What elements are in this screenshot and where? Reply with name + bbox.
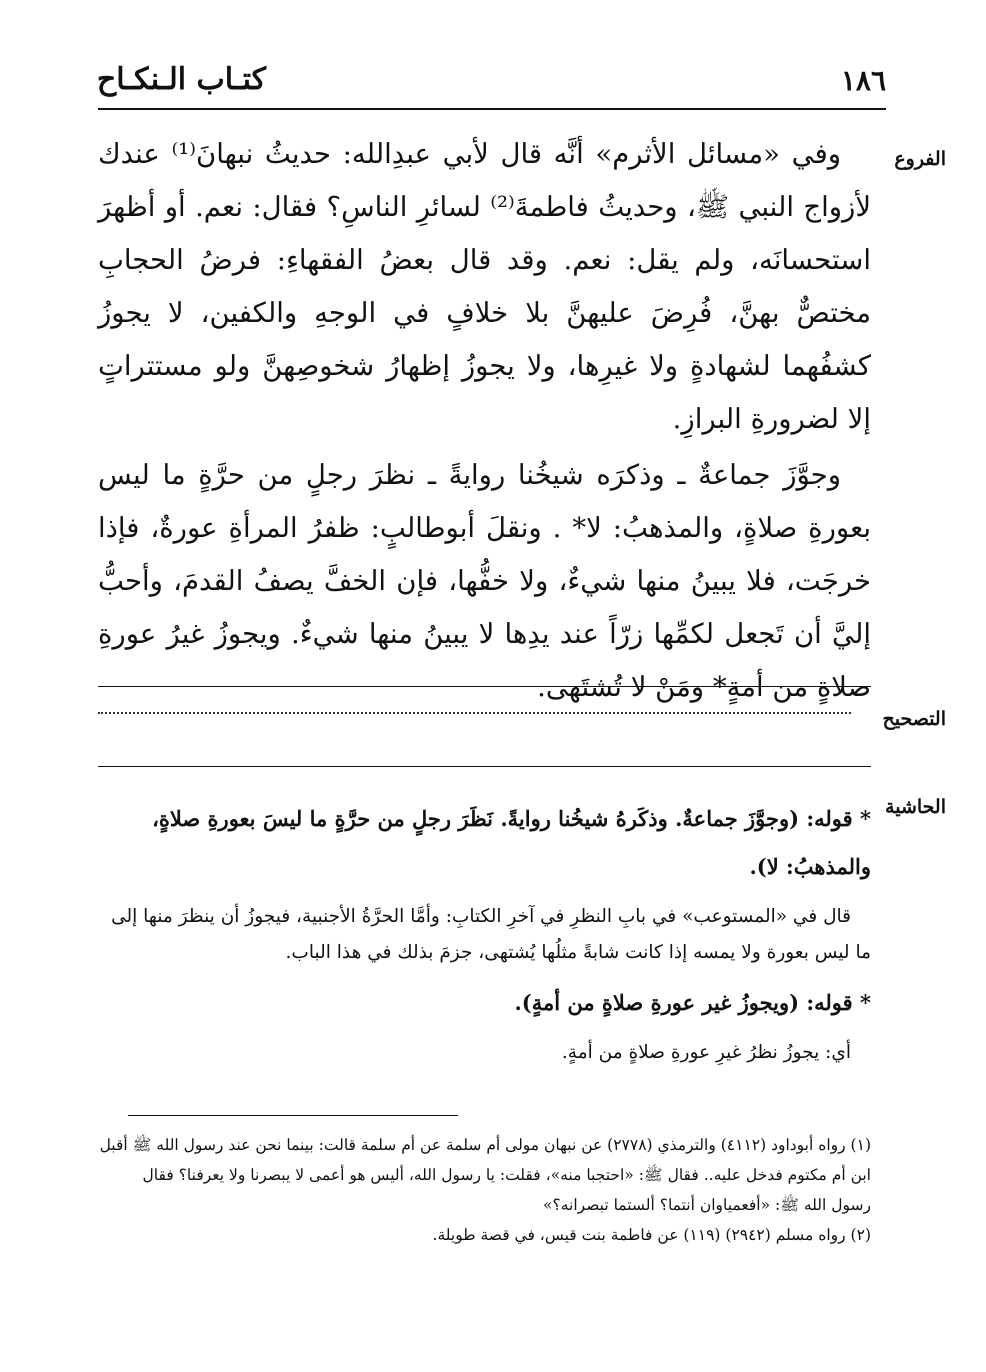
footnote: (١) رواه أبوداود (٤١١٢) والترمذي (٢٧٧٨) عن نبهان مولى أم سلمة عن أم سلمة قالت: بينما نحن عند رسول الله ﷺ أقبل ابن أم مكتوم فدخل عليه.. فقال ﷺ: «احتجبا منه»، فقلت: يا رسول الله، أليس هو أعمى لا يبصرنا ولا يعرفنا؟ فقال رسول الله ﷺ: «أفعمياوان أنتما؟ ألستما تبصرانه؟»	[99, 1136, 871, 1214]
section-rule	[98, 766, 871, 767]
main-paragraph: وجوَّزَ جماعةٌ ـ وذكرَه شيخُنا روايةً ـ نظرَ رجلٍ من حرَّةٍ ما ليس بعورةِ صلاةٍ، والمذهبُ: لا* . ونقلَ أبوطالبٍ: ظفرُ المرأةِ عورةٌ، فإذا خرجَت، فلا يبينُ منها شيءٌ، ولا خفُّها، فإن الخفَّ يصفُ القدمَ، وأحبُّ إليَّ أن تَجعل لكمِّها زرّاً عند يدِها لا يبينُ منها شيءٌ. ويجوزُ غيرُ عورةِ صلاةٍ من أمةٍ* ومَنْ لا تُشتَهى.	[98, 459, 871, 703]
hashiya-text	[98, 795, 871, 1079]
page-number: ١٨٦	[840, 64, 886, 97]
commentary-text: قال في «المستوعب» في بابِ النظرِ في آخرِ الكتابِ: وأمَّا الحرَّةُ الأجنبية، فيجوزُ أن ينظرَ منها إلى ما ليس بعورة ولا يمسه إذا كانت شابةً مثلُها يُشتهى، جزمَ بذلك في هذا الباب.	[111, 906, 871, 963]
main-paragraph: وفي «مسائل الأثرم» أنَّه قال لأبي عبدِالله: حديثُ نبهانَ⁽¹⁾ عندك لأزواج النبي ﷺ، وحديثُ فاطمةَ⁽²⁾ لسائرِ الناسِ؟ فقال: نعم. أو أظهرَ استحسانَه، ولم يقل: نعم. وقد قال بعضُ الفقهاءِ: فرضُ الحجابِ مختصٌّ بهنَّ، فُرِضَ عليهنَّ بلا خلافٍ في الوجهِ والكفين، لا يجوزُ كشفُهما لشهادةٍ ولا غيرِها، ولا يجوزُ إظهارُ شخوصِهنَّ ولو مستتراتٍ إلا لضرورةِ البرازِ.	[98, 138, 871, 435]
commentary-quote: * قوله: (وجوَّزَ جماعةٌ. وذكَرهُ شيخُنا روايةً. نَظَرَ رجلٍ من حرَّةٍ ما ليسَ بعورةِ صلاةٍ، والمذهبُ: لا).	[152, 806, 871, 879]
tashih-dotted-line	[98, 712, 851, 714]
tashih-label: التصحيح	[882, 708, 946, 730]
hashiya-label: الحاشية	[885, 796, 946, 818]
section-rule	[98, 686, 871, 687]
footnotes	[98, 1130, 871, 1250]
main-text	[98, 128, 871, 714]
footnote: (٢) رواه مسلم (٢٩٤٢) (١١٩) عن فاطمة بنت قيس، في قصة طويلة.	[432, 1226, 871, 1244]
furu-label: الفروع	[894, 148, 946, 170]
header-rule	[98, 108, 886, 110]
running-header-title: كتـاب الـنكـاح	[96, 62, 266, 97]
commentary-text: أي: يجوزُ نظرُ غيرِ عورةِ صلاةٍ من أمةٍ.	[561, 1042, 851, 1063]
footnote-rule	[128, 1115, 458, 1116]
commentary-quote: * قوله: (ويجوزُ غير عورةِ صلاةٍ من أمةٍ).	[514, 990, 871, 1015]
